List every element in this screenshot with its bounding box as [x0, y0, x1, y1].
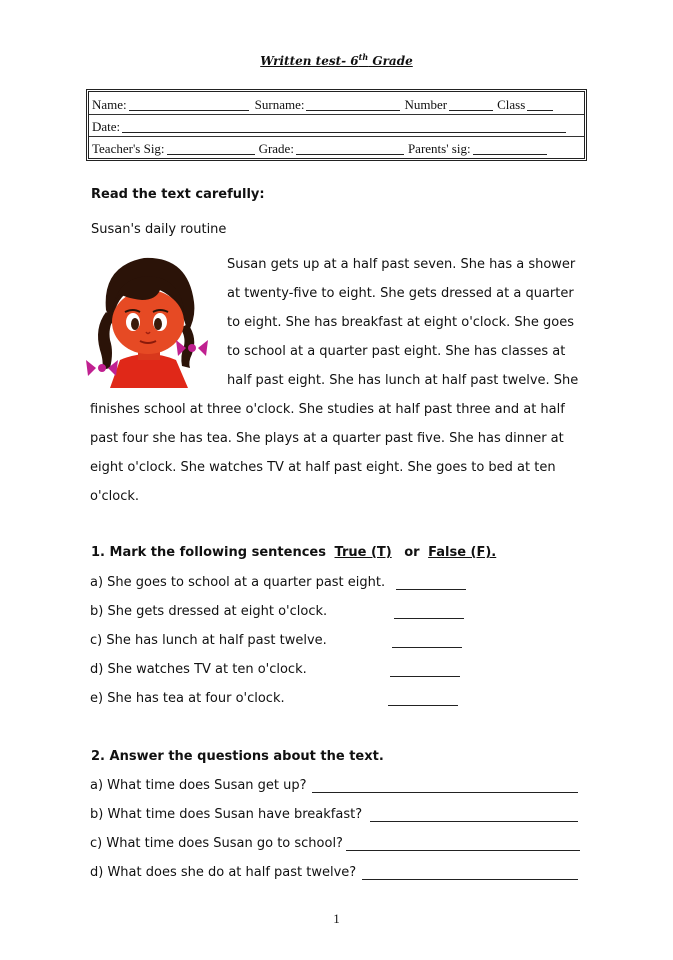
answer-line[interactable]: [370, 808, 578, 822]
number-label: Number: [404, 97, 448, 112]
exercise1-item: c) She has lunch at half past twelve.: [90, 633, 327, 648]
story-line: to eight. She has breakfast at eight o'clock. She goes: [227, 315, 575, 330]
exercise2-item: d) What does she do at half past twelve?: [90, 865, 357, 880]
surname-field[interactable]: [306, 96, 400, 111]
exercise2-item: a) What time does Susan get up?: [90, 778, 307, 793]
answer-line[interactable]: [362, 866, 578, 880]
exercise1-item: e) She has tea at four o'clock.: [90, 691, 285, 706]
parents-sig-label: Parents' sig:: [407, 141, 471, 156]
girl-illustration: [76, 248, 220, 388]
grade-field[interactable]: [296, 140, 404, 155]
grade-label: Grade:: [258, 141, 294, 156]
exercise1-heading: 1. Mark the following sentences True (T) or False (F).: [91, 545, 497, 560]
page-number: 1: [333, 911, 340, 926]
number-field[interactable]: [449, 96, 493, 111]
answer-blank[interactable]: [392, 634, 462, 648]
story-line: to school at a quarter past eight. She has classes at: [227, 344, 566, 359]
teacher-sig-field[interactable]: [167, 140, 255, 155]
answer-line[interactable]: [346, 837, 580, 851]
answer-blank[interactable]: [394, 605, 464, 619]
story-line: finishes school at three o'clock. She studies at half past three and at half: [90, 402, 565, 417]
exercise2-heading: 2. Answer the questions about the text.: [91, 749, 384, 764]
answer-blank[interactable]: [388, 692, 458, 706]
surname-label: Surname:: [254, 97, 305, 112]
story-line: past four she has tea. She plays at a quarter past five. She has dinner at: [90, 431, 564, 446]
story-line: at twenty-five to eight. She gets dressed at a quarter: [227, 286, 574, 301]
date-field[interactable]: [122, 118, 566, 133]
exercise2-item: b) What time does Susan have breakfast?: [90, 807, 363, 822]
story-line: Susan gets up at a half past seven. She has a shower: [227, 257, 576, 272]
story-paragraph-top: [227, 250, 583, 395]
page-title: Written test- 6th Grade: [260, 52, 413, 68]
exercise1-item: a) She goes to school at a quarter past eight.: [90, 575, 386, 590]
story-title: Susan's daily routine: [91, 222, 227, 237]
story-paragraph-bottom: [90, 395, 583, 511]
name-label: Name:: [92, 97, 127, 112]
answer-blank[interactable]: [396, 576, 466, 590]
parents-sig-field[interactable]: [473, 140, 547, 155]
instruction: Read the text carefully:: [91, 187, 265, 202]
date-label: Date:: [92, 119, 121, 134]
exercise1-item: b) She gets dressed at eight o'clock.: [90, 604, 328, 619]
class-label: Class: [497, 97, 526, 112]
story-line: eight o'clock. She watches TV at half past eight. She goes to bed at ten: [90, 460, 556, 475]
story-line: o'clock.: [90, 489, 140, 504]
teacher-sig-label: Teacher's Sig:: [92, 141, 165, 156]
answer-blank[interactable]: [390, 663, 460, 677]
answer-line[interactable]: [312, 779, 578, 793]
student-info-box: [86, 89, 587, 161]
story-line: half past eight. She has lunch at half past twelve. She: [227, 373, 579, 388]
exercise1-item: d) She watches TV at ten o'clock.: [90, 662, 307, 677]
exercise2-item: c) What time does Susan go to school?: [90, 836, 343, 851]
name-field[interactable]: [129, 96, 249, 111]
class-field[interactable]: [527, 96, 553, 111]
